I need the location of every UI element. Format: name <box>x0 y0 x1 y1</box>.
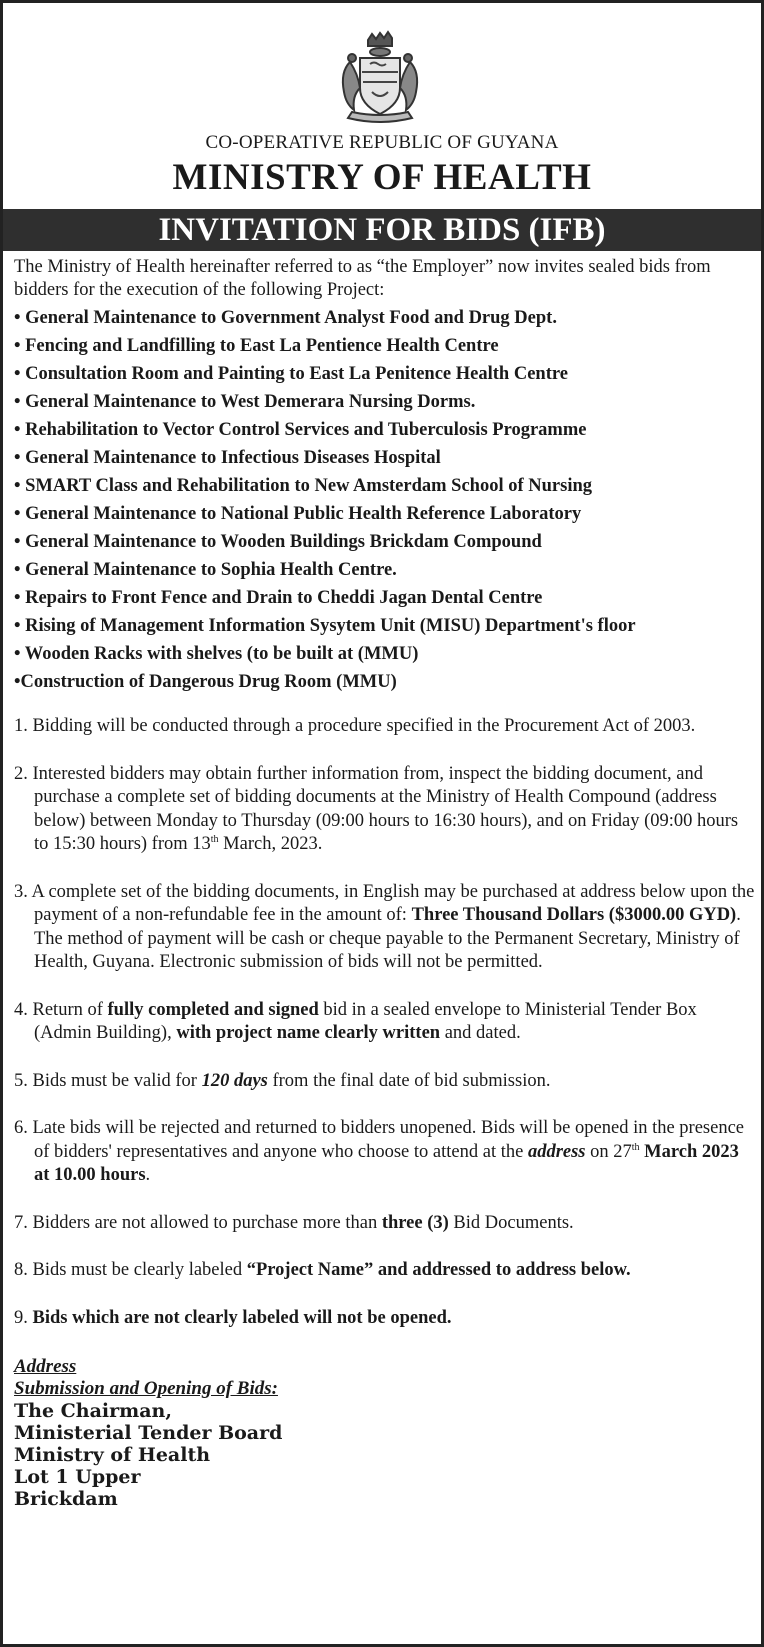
address-line: Brickdam <box>14 1488 118 1510</box>
project-item: • Repairs to Front Fence and Drain to Cheddi Jagan Dental Centre <box>14 588 543 608</box>
address-line: Ministry of Health <box>14 1444 211 1466</box>
condition-4: 4. Return of fully completed and signed bid in a sealed envelope to Ministerial Tender Box (Admin Building), with project name clearly written and dated. <box>14 999 697 1043</box>
notice-body <box>14 256 756 1510</box>
project-item: • Consultation Room and Painting to East La Penitence Health Centre <box>14 364 568 384</box>
intro-paragraph: The Ministry of Health hereinafter referred to as “the Employer” now invites sealed bids from bidders for the execution of the following Project: <box>14 257 711 300</box>
address-line: Lot 1 Upper <box>14 1466 141 1488</box>
project-item: • Rising of Management Information Sysytem Unit (MISU) Department's floor <box>14 616 636 636</box>
condition-9: 9. Bids which are not clearly labeled will not be opened. <box>14 1307 452 1328</box>
ministry-name: MINISTRY OF HEALTH <box>172 157 592 198</box>
project-item: • General Maintenance to Wooden Buildings Brickdam Compound <box>14 532 542 552</box>
address-line: Ministerial Tender Board <box>14 1422 283 1444</box>
country-name: CO-OPERATIVE REPUBLIC OF GUYANA <box>205 132 559 153</box>
project-item: • General Maintenance to National Public Health Reference Laboratory <box>14 504 582 524</box>
coat-of-arms-icon <box>330 28 430 128</box>
condition-7: 7. Bidders are not allowed to purchase more than three (3) Bid Documents. <box>14 1212 574 1233</box>
conditions-list <box>14 715 756 1330</box>
ifb-banner: INVITATION FOR BIDS (IFB) <box>3 209 761 251</box>
address-line: The Chairman, <box>14 1400 172 1422</box>
project-item: • General Maintenance to Sophia Health Centre. <box>14 560 397 580</box>
project-item: • Fencing and Landfilling to East La Pentience Health Centre <box>14 336 499 356</box>
condition-6: 6. Late bids will be rejected and returned to bidders unopened. Bids will be opened in the presence of bidders' representatives and anyone who choose to attend at the address on 27th March 2023 at 10.00 hours. <box>14 1118 745 1185</box>
condition-5: 5. Bids must be valid for 120 days from the final date of bid submission. <box>14 1070 551 1091</box>
project-item: •Construction of Dangerous Drug Room (MMU) <box>14 672 397 692</box>
project-item: • General Maintenance to Infectious Diseases Hospital <box>14 448 441 468</box>
project-item: • Wooden Racks with shelves (to be built at (MMU) <box>14 644 419 664</box>
address-subheading: Submission and Opening of Bids: <box>14 1378 278 1399</box>
project-item: • SMART Class and Rehabilitation to New Amsterdam School of Nursing <box>14 476 592 496</box>
project-list <box>14 304 756 696</box>
condition-8: 8. Bids must be clearly labeled “Project Name” and addressed to address below. <box>14 1260 631 1280</box>
condition-1: 1. Bidding will be conducted through a procedure specified in the Procurement Act of 2003. <box>14 716 696 736</box>
project-item: • General Maintenance to West Demerara Nursing Dorms. <box>14 392 476 412</box>
project-item: • General Maintenance to Government Analyst Food and Drug Dept. <box>14 308 557 328</box>
address-heading: Address <box>14 1356 77 1377</box>
condition-3: 3. A complete set of the bidding documents, in English may be purchased at address below upon the payment of a non-refundable fee in the amount of: Three Thousand Dollars ($3000.00 GYD). The method of payment will be cash or cheque payable to the Permanent Secretary, Ministry of Health, Guyana. Electronic submission of bids will not be permitted. <box>14 881 755 972</box>
project-item: • Rehabilitation to Vector Control Services and Tuberculosis Programme <box>14 420 587 440</box>
address-block <box>14 1356 756 1510</box>
condition-2: 2. Interested bidders may obtain further information from, inspect the bidding document, and purchase a complete set of bidding documents at the Ministry of Health Compound (address below) between Monday to Thursday (09:00 hours to 16:30 hours), and on Friday (09:00 hours to 15:30 hours) from 13th March, 2023. <box>14 763 739 854</box>
